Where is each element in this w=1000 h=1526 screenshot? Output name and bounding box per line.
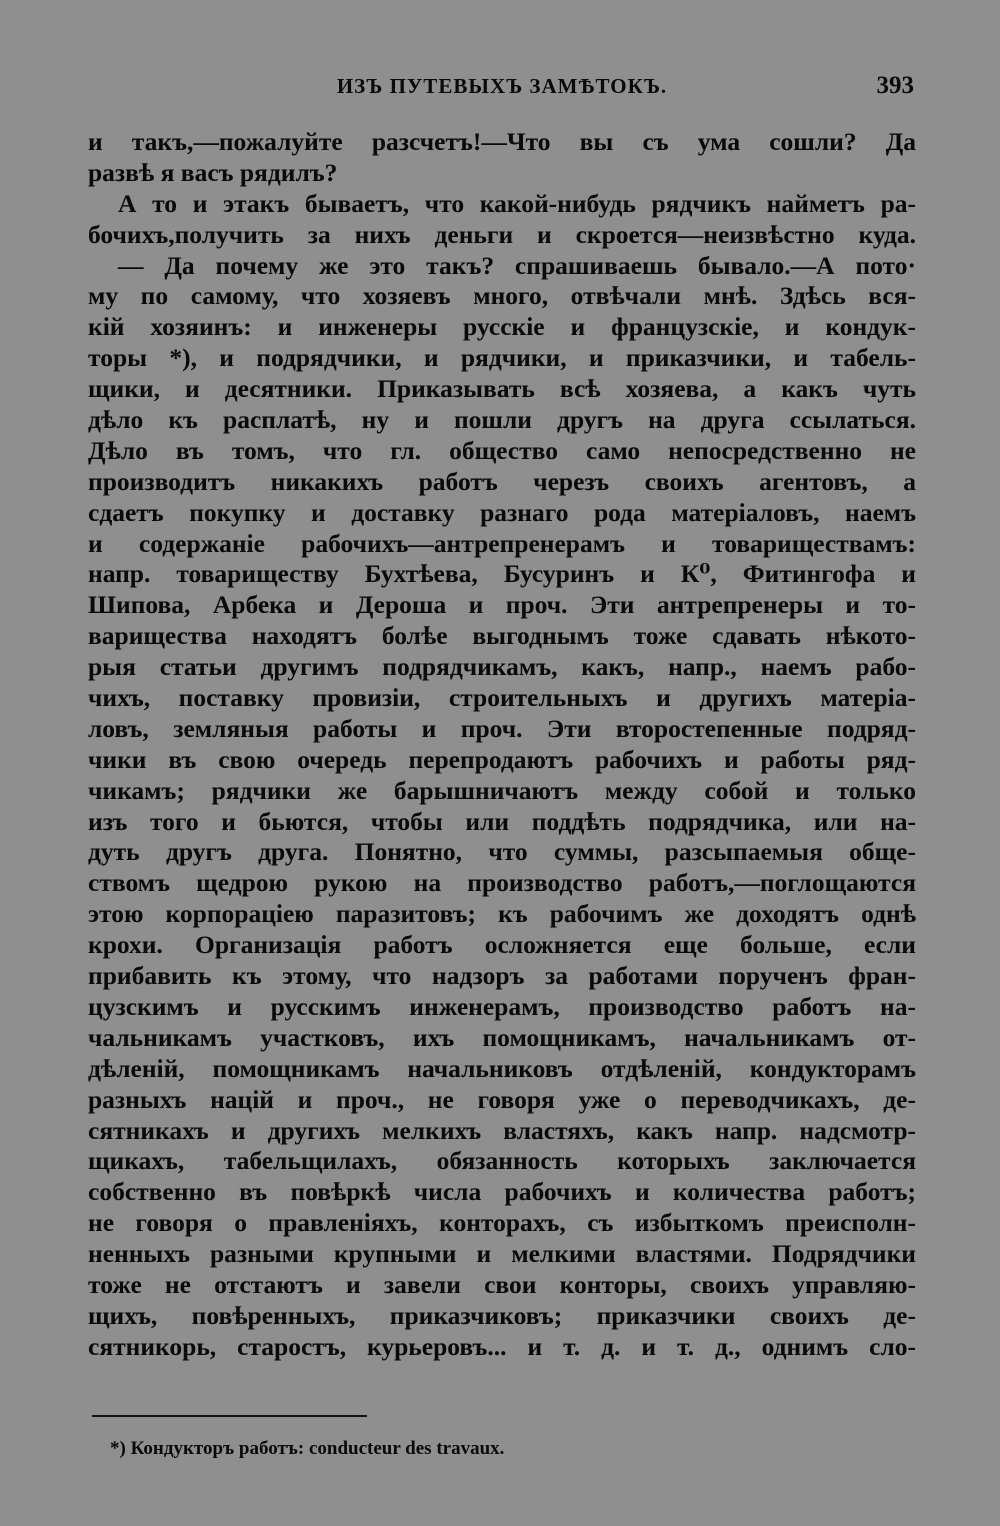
text-line: — Да почему же это такъ? спрашиваешь бывало.—А пото·: [118, 250, 916, 280]
text-line: ловъ, земляныя работы и проч. Эти второстепенные подряд-: [88, 713, 916, 743]
text-line: цузскимъ и русскимъ инженерамъ, производство работъ на-: [88, 991, 916, 1021]
text-line: изъ того и бьются, чтобы или поддѣть подрядчика, или на-: [88, 806, 916, 836]
text-line: сдаетъ покупку и доставку разнаго рода матеріаловъ, наемъ: [88, 497, 916, 527]
text-line: крохи. Организація работъ осложняется еще больше, если: [88, 930, 916, 960]
text-line: дуть другъ друга. Понятно, что суммы, разсыпаемыя обще-: [88, 837, 916, 867]
text-line: му по самому, что хозяевъ много, отвѣчали мнѣ. Здѣсь вся-: [88, 281, 916, 311]
text-line: сятникорь, старостъ, курьеровъ... и т. д. и т. д., однимъ сло-: [88, 1331, 916, 1361]
text-line: не говоря о правленіяхъ, конторахъ, съ избыткомъ преисполн-: [88, 1208, 916, 1238]
running-title: ИЗЪ ПУТЕВЫХЪ ЗАМѢТОКЪ.: [336, 74, 668, 98]
page-number: 393: [876, 72, 914, 99]
text-line: собственно въ повѣркѣ числа рабочихъ и количества работъ;: [88, 1177, 916, 1207]
text-line: чикамъ; рядчики же барышничаютъ между собой и только: [88, 775, 916, 805]
text-line: чальникамъ участковъ, ихъ помощникамъ, начальникамъ от-: [88, 1022, 916, 1052]
text-line: и содержаніе рабочихъ—антрепренерамъ и товариществамъ:: [88, 528, 916, 558]
text-line: тоже не отстаютъ и завели свои конторы, своихъ управляю-: [88, 1269, 916, 1299]
text-line: чики въ свою очередь перепродаютъ рабочихъ и работы ряд-: [88, 744, 916, 774]
body-text: [88, 127, 916, 1363]
text-line: щики, и десятники. Приказывать всѣ хозяева, а какъ чуть: [88, 374, 916, 404]
running-header: [88, 74, 916, 104]
text-line: сятникахъ и другихъ мелкихъ властяхъ, какъ напр. надсмотр-: [88, 1115, 916, 1145]
text-line: Дѣло въ томъ, что гл. общество само непосредственно не: [88, 435, 916, 465]
text-line: варищества находятъ болѣе выгоднымъ тоже сдавать нѣкото-: [88, 621, 916, 651]
text-line: кій хозяинъ: и инженеры русскіе и французскіе, и кондук-: [88, 312, 916, 342]
text-line: А то и этакъ бываетъ, что какой-нибудь рядчикъ найметъ ра-: [118, 188, 916, 218]
text-line: дѣло къ расплатѣ, ну и пошли другъ на друга ссылаться.: [88, 405, 916, 435]
text-line: дѣленій, помощникамъ начальниковъ отдѣленій, кондукторамъ: [88, 1053, 916, 1083]
text-line: производитъ никакихъ работъ черезъ своихъ агентовъ, а: [88, 466, 916, 496]
text-line: торы *), и подрядчики, и рядчики, и приказчики, и табель-: [88, 343, 916, 373]
text-line: напр. товариществу Бухтѣева, Бусуринъ и К⁰, Фитингофа и: [88, 559, 916, 589]
footnote-divider: [92, 1415, 367, 1417]
text-line: щихъ, повѣренныхъ, приказчиковъ; приказчики своихъ де-: [88, 1300, 916, 1330]
text-line: щикахъ, табельщилахъ, обязанность которыхъ заключается: [88, 1146, 916, 1176]
text-line: чихъ, поставку провизіи, строительныхъ и другихъ матеріа-: [88, 683, 916, 713]
text-line: этою корпораціею паразитовъ; къ рабочимъ же доходятъ однѣ: [88, 899, 916, 929]
text-line: прибавить къ этому, что надзоръ за работами порученъ фран-: [88, 961, 916, 991]
text-line: Шипова, Арбека и Дероша и проч. Эти антрепренеры и то-: [88, 590, 916, 620]
text-line: ненныхъ разными крупными и мелкими властями. Подрядчики: [88, 1239, 916, 1269]
text-line: бочихъ,получить за нихъ деньги и скроется—неизвѣстно куда.: [88, 219, 916, 249]
text-line: рыя статьи другимъ подрядчикамъ, какъ, напр., наемъ рабо-: [88, 652, 916, 682]
text-line: разныхъ націй и проч., не говоря уже о переводчикахъ, де-: [88, 1084, 916, 1114]
footnote: *) Кондукторъ работъ: conducteur des travaux.: [110, 1438, 505, 1459]
text-line: ствомъ щедрою рукою на производство работъ,—поглощаются: [88, 868, 916, 898]
text-line: развѣ я васъ рядилъ?: [88, 157, 338, 187]
text-line: и такъ,—пожалуйте разсчетъ!—Что вы съ ума сошли? Да: [88, 127, 916, 156]
